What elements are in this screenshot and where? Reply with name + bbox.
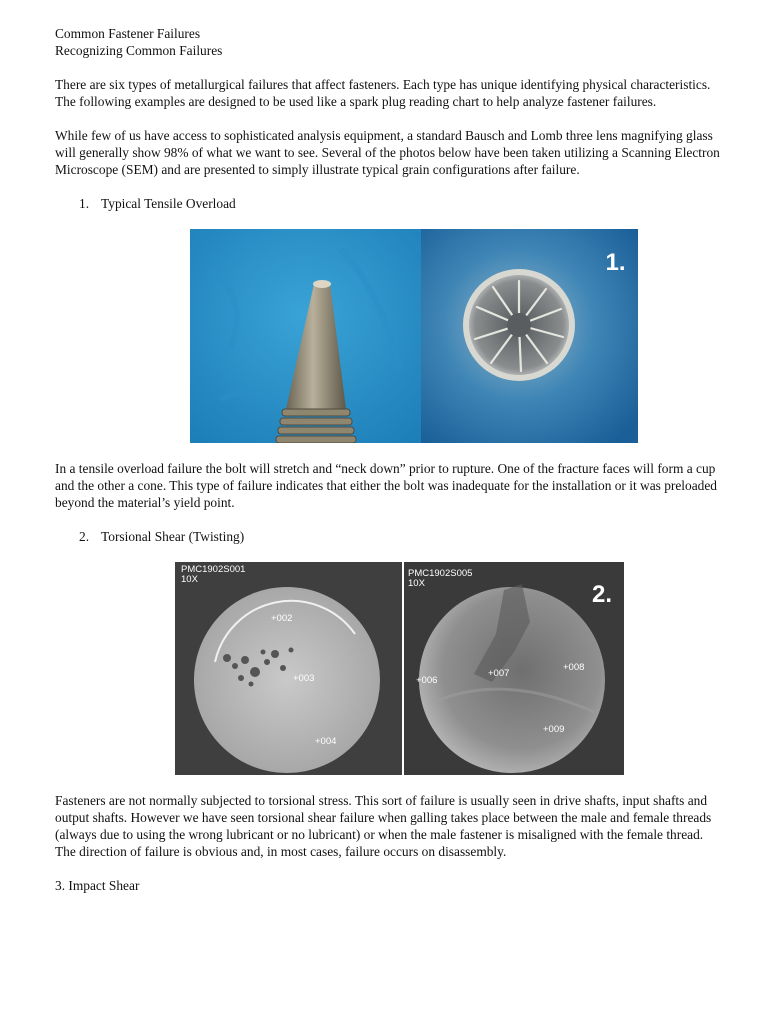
intro-paragraph-2: While few of us have access to sophisticated analysis equipment, a standard Bausch and Lomb three lens magnifying glass will generally show 98% of what we want to see. Several of the photos below have been taken utilizing a Scanning Electron Microscope (SEM) and are presented to simply illustrate typical grain configurations after failure. xyxy=(55,128,720,177)
sem-image-left xyxy=(175,562,402,775)
sem-point-label: +006 xyxy=(416,675,438,686)
sem-image-right xyxy=(404,562,624,775)
figure-tensile-overload xyxy=(190,229,638,443)
sem-point-label: +002 xyxy=(271,613,293,624)
section-heading-torsional xyxy=(55,528,720,545)
doc-subtitle: Recognizing Common Failures xyxy=(55,43,223,58)
section-heading-text: Torsional Shear (Twisting) xyxy=(101,529,245,544)
figure-number-label: 2. xyxy=(592,581,613,608)
section-heading-impact: 3. Impact Shear xyxy=(55,878,140,893)
section-heading-text: Typical Tensile Overload xyxy=(101,196,236,211)
list-number: 2. xyxy=(79,529,90,544)
sem-point-label: +007 xyxy=(488,668,510,679)
figure-torsional-shear xyxy=(175,562,624,775)
sem-point-label: +003 xyxy=(293,673,315,684)
sem-mag-label: 10X xyxy=(181,574,198,585)
section-heading-tensile xyxy=(55,195,720,212)
sem-id-label: PMC1902S005 xyxy=(408,568,473,579)
doc-title: Common Fastener Failures xyxy=(55,26,201,41)
torsional-description: Fasteners are not normally subjected to torsional stress. This sort of failure is usually seen in drive shafts, input shafts and output shafts. However we have seen torsional shear failure when galling takes place between the male and female threads (always due to using the wrong lubricant or no lubricant) or when the male fastener is misaligned with the female thread. The direction of failure is obvious and, in most cases, failure occurs on disassembly. xyxy=(55,793,712,859)
document-page xyxy=(55,25,720,894)
sem-id-label: PMC1902S001 xyxy=(181,564,246,575)
figure-number-label: 1. xyxy=(605,249,626,276)
sem-mag-label: 10X xyxy=(408,578,425,589)
fracture-face-photo xyxy=(421,229,638,443)
bolt-necked-photo xyxy=(190,229,421,443)
list-number: 1. xyxy=(79,196,90,211)
sem-point-label: +008 xyxy=(563,662,585,673)
intro-paragraph-1: There are six types of metallurgical failures that affect fasteners. Each type has unique identifying physical characteristics. The following examples are designed to be used like a spark plug reading chart to help analyze fastener failures. xyxy=(55,77,711,109)
sem-point-label: +004 xyxy=(315,736,337,747)
sem-point-label: +009 xyxy=(543,724,565,735)
tensile-description: In a tensile overload failure the bolt will stretch and “neck down” prior to rupture. One of the fracture faces will form a cup and the other a cone. This type of failure indicates that either the bolt was inadequate for the installation or it was preloaded beyond the material’s yield point. xyxy=(55,461,717,510)
